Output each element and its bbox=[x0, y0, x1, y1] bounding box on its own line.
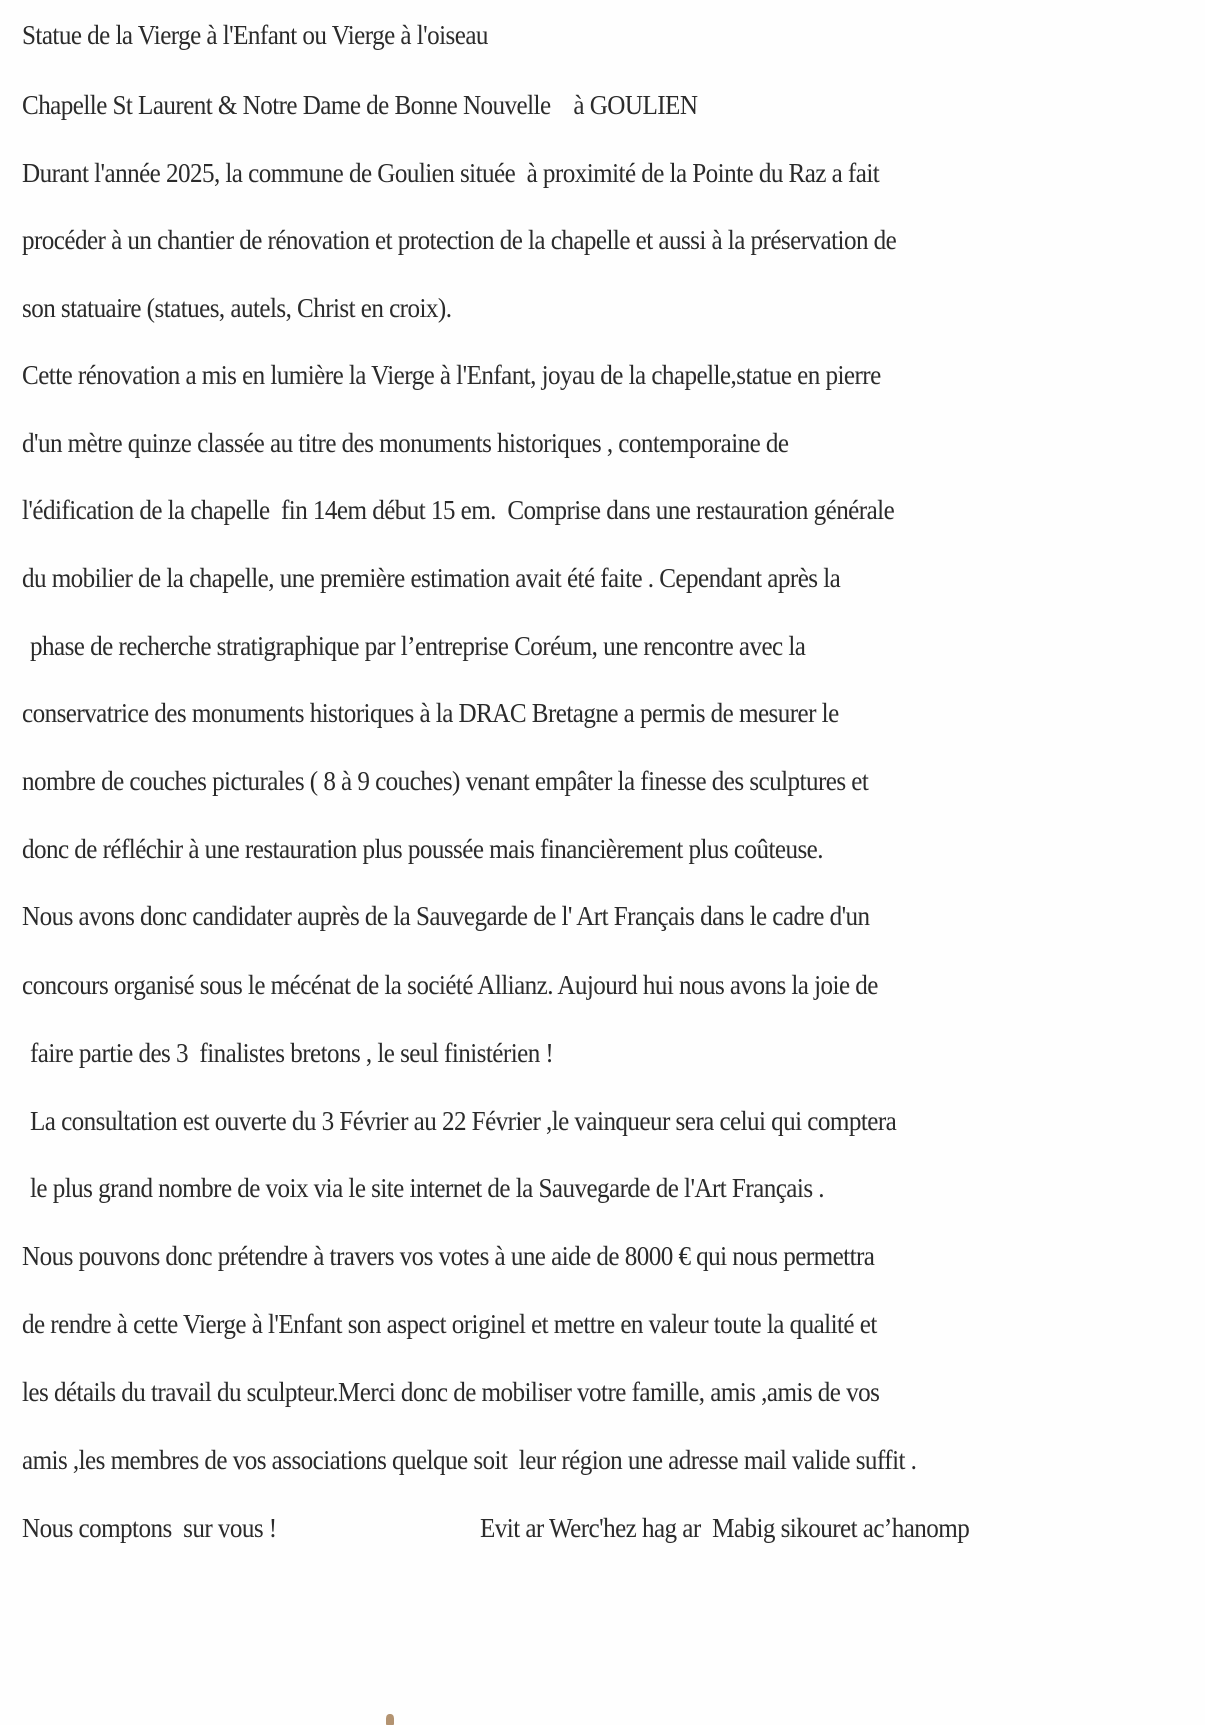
body-line: Cette rénovation a mis en lumière la Vierge à l'Enfant, joyau de la chapelle,statue en pierre bbox=[22, 360, 881, 390]
closing-left: Nous comptons sur vous ! bbox=[22, 1513, 277, 1543]
body-line: concours organisé sous le mécénat de la société Allianz. Aujourd hui nous avons la joie de bbox=[22, 970, 878, 1000]
body-line: du mobilier de la chapelle, une première estimation avait été faite . Cependant après la bbox=[22, 563, 841, 593]
body-line: Durant l'année 2025, la commune de Goulien située à proximité de la Pointe du Raz a fait bbox=[22, 158, 880, 188]
body-line: les détails du travail du sculpteur.Merci donc de mobiliser votre famille, amis ,amis de vos bbox=[22, 1377, 880, 1407]
body-line: La consultation est ouverte du 3 Février au 22 Février ,le vainqueur sera celui qui comptera bbox=[30, 1106, 897, 1136]
body-line: faire partie des 3 finalistes bretons , le seul finistérien ! bbox=[30, 1038, 554, 1068]
body-line: nombre de couches picturales ( 8 à 9 couches) venant empâter la finesse des sculptures et bbox=[22, 766, 869, 796]
body-line: de rendre à cette Vierge à l'Enfant son aspect originel et mettre en valeur toute la qualité et bbox=[22, 1309, 877, 1339]
body-line: conservatrice des monuments historiques à la DRAC Bretagne a permis de mesurer le bbox=[22, 698, 839, 728]
closing-breton: Evit ar Werc'hez hag ar Mabig sikouret ac’hanomp bbox=[480, 1513, 970, 1543]
document-title: Statue de la Vierge à l'Enfant ou Vierge à l'oiseau bbox=[22, 20, 488, 50]
body-line: procéder à un chantier de rénovation et protection de la chapelle et aussi à la préservation de bbox=[22, 225, 897, 255]
body-line: phase de recherche stratigraphique par l’entreprise Coréum, une rencontre avec la bbox=[30, 631, 806, 661]
body-line: l'édification de la chapelle fin 14em début 15 em. Comprise dans une restauration générale bbox=[22, 495, 895, 525]
document-subtitle: Chapelle St Laurent & Notre Dame de Bonne Nouvelle à GOULIEN bbox=[22, 90, 698, 120]
body-line: Nous pouvons donc prétendre à travers vos votes à une aide de 8000 € qui nous permettra bbox=[22, 1241, 875, 1271]
body-line: d'un mètre quinze classée au titre des monuments historiques , contemporaine de bbox=[22, 428, 789, 458]
body-line: son statuaire (statues, autels, Christ en croix). bbox=[22, 293, 452, 323]
scan-speck-mark bbox=[386, 1714, 394, 1725]
body-line: amis ,les membres de vos associations quelque soit leur région une adresse mail valide suffit . bbox=[22, 1445, 917, 1475]
body-line: Nous avons donc candidater auprès de la Sauvegarde de l' Art Français dans le cadre d'un bbox=[22, 901, 870, 931]
body-line: donc de réfléchir à une restauration plus poussée mais financièrement plus coûteuse. bbox=[22, 834, 823, 864]
body-line: le plus grand nombre de voix via le site internet de la Sauvegarde de l'Art Français . bbox=[30, 1173, 824, 1203]
